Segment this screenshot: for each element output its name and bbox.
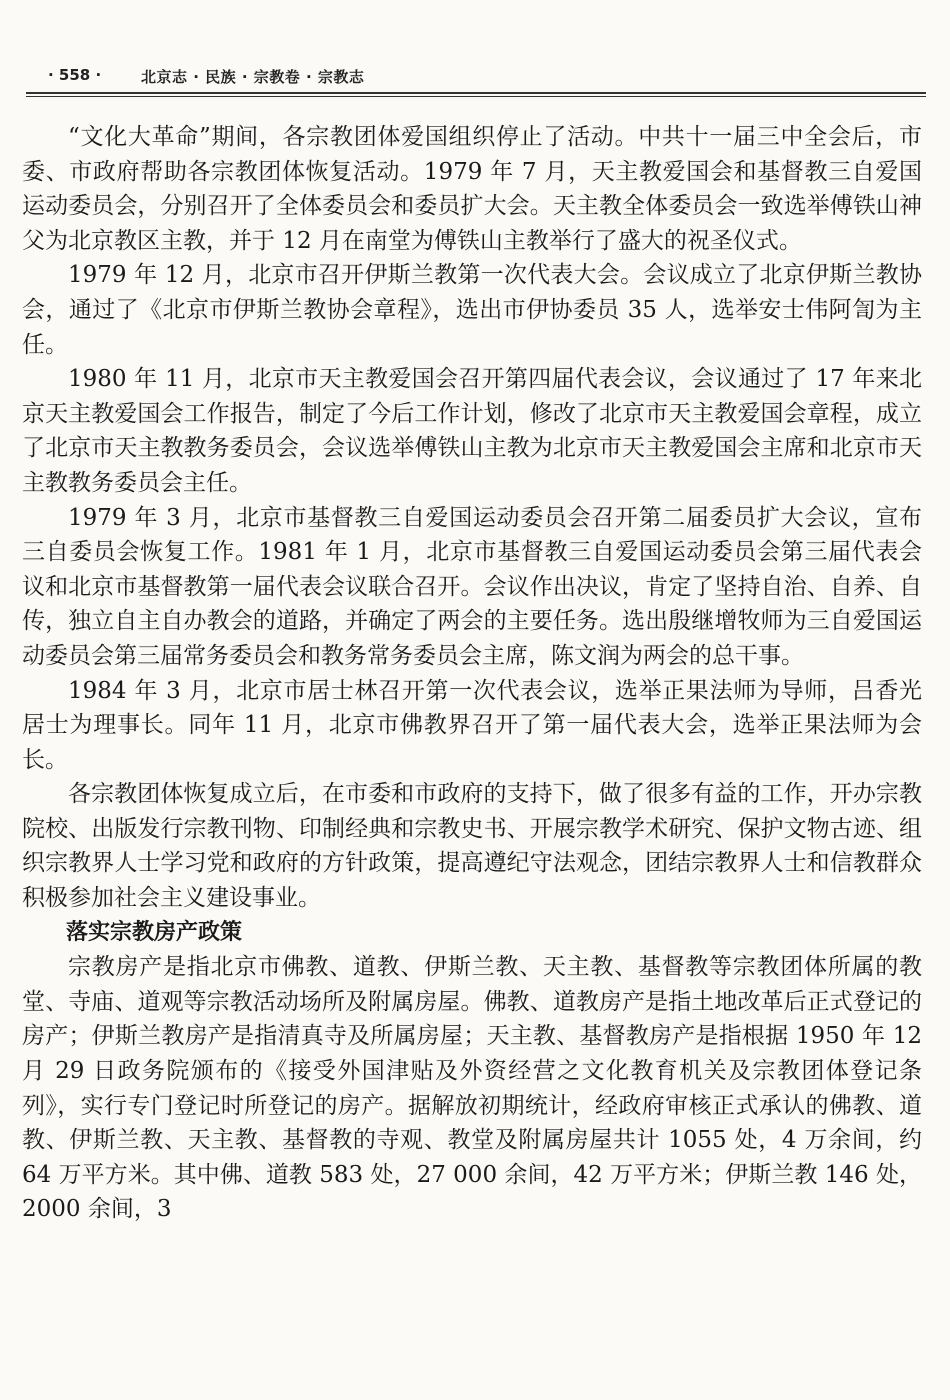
paragraph: 1984 年 3 月，北京市居士林召开第一次代表会议，选举正果法师为导师，吕香光居士为理事长。同年 11 月，北京市佛教界召开了第一届代表大会，选举正果法师为会长。 bbox=[22, 677, 922, 773]
paragraph: 各宗教团体恢复成立后，在市委和市政府的支持下，做了很多有益的工作，开办宗教院校、出版发行宗教刊物、印制经典和宗教史书、开展宗教学术研究、保护文物古迹、组织宗教界人士学习党和政府的方针政策，提高遵纪守法观念，团结宗教界人士和信教群众积极参加社会主义建设事业。 bbox=[22, 781, 922, 912]
page-number: · 558 · bbox=[48, 66, 102, 84]
header-rule-thick bbox=[26, 92, 926, 94]
page-body bbox=[22, 120, 922, 1227]
page-header bbox=[26, 60, 926, 94]
paragraph: 1980 年 11 月，北京市天主教爱国会召开第四届代表会议，会议通过了 17 年来北京天主教爱国会工作报告，制定了今后工作计划，修改了北京市天主教爱国会章程，成立了北京市天主教教务委员会，会议选举傅铁山主教为北京市天主教爱国会主席和北京市天主教教务委员会主任。 bbox=[22, 366, 922, 496]
section-paragraph: 宗教房产是指北京市佛教、道教、伊斯兰教、天主教、基督教等宗教团体所属的教堂、寺庙、道观等宗教活动场所及附属房屋。佛教、道教房产是指土地改革后正式登记的房产；伊斯兰教房产是指清真寺及所属房屋；天主教、基督教房产是指根据 1950 年 12 月 29 日政务院颁布的《接受外国津贴及外资经营之文化教育机关及宗教团体登记条列》，实行专门登记时所登记的房产。据解放初期统计，经政府审核正式承认的佛教、道教、伊斯兰教、天主教、基督教的寺观、教堂及附属房屋共计 1055 处，4 万余间，约 64 万平方米。其中佛、道教 583 处，27 000 余间，42 万平方米；伊斯兰教 146 处，2000 余间，3 bbox=[22, 954, 922, 1223]
running-title: 北京志 · 民族 · 宗教卷 · 宗教志 bbox=[141, 68, 365, 86]
paragraph: 1979 年 3 月，北京市基督教三自爱国运动委员会召开第二届委员扩大会议，宣布三自委员会恢复工作。1981 年 1 月，北京市基督教三自爱国运动委员会第三届代表会议和北京市基督教第一届代表会议联合召开。会议作出决议，肯定了坚持自治、自养、自传，独立自主自办教会的道路，并确定了两会的主要任务。选出殷继增牧师为三自爱国运动委员会第三届常务委员会和教务常务委员会主席，陈文润为两会的总干事。 bbox=[22, 504, 922, 669]
paragraph: “文化大革命”期间，各宗教团体爱国组织停止了活动。中共十一届三中全会后，市委、市政府帮助各宗教团体恢复活动。1979 年 7 月，天主教爱国会和基督教三自爱国运动委员会，分别召开了全体委员会和委员扩大会。天主教全体委员会一致选举傅铁山神父为北京教区主教，并于 12 月在南堂为傅铁山主教举行了盛大的祝圣仪式。 bbox=[22, 124, 922, 254]
header-rule-thin bbox=[26, 96, 926, 97]
section-heading: 落实宗教房产政策 bbox=[66, 919, 243, 945]
paragraph: 1979 年 12 月，北京市召开伊斯兰教第一次代表大会。会议成立了北京伊斯兰教协会，通过了《北京市伊斯兰教协会章程》，选出市伊协委员 35 人，选举安士伟阿訇为主任。 bbox=[22, 262, 922, 358]
